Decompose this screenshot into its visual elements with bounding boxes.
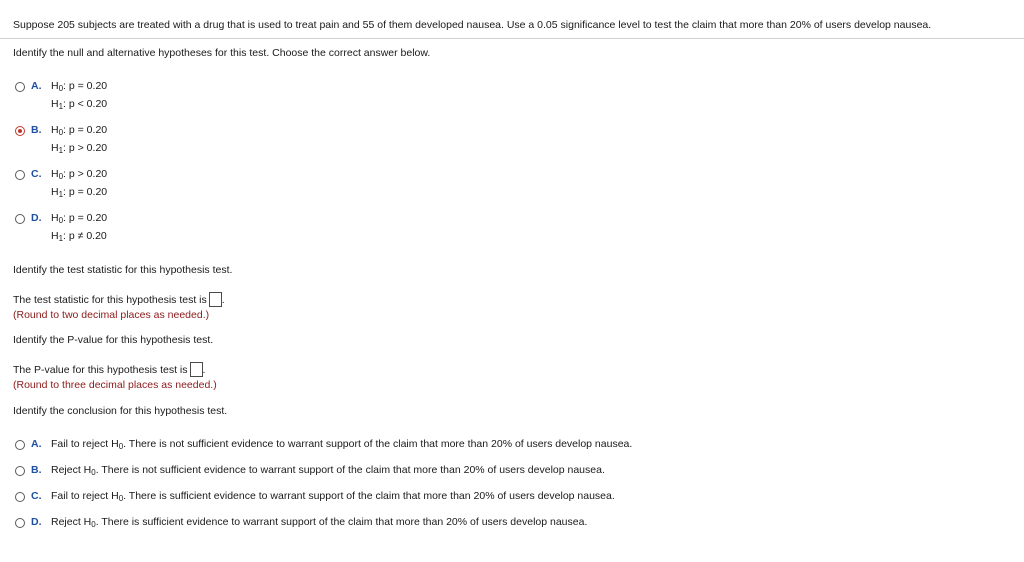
option-letter: D.: [31, 212, 42, 224]
rounding-hint-three: (Round to three decimal places as needed.): [13, 379, 217, 391]
conclusion-radio-c[interactable]: [15, 492, 25, 502]
radio-d[interactable]: [15, 214, 25, 224]
null-hypothesis: $H_0$: p = 0.20: [51, 124, 108, 137]
option-letter: A.: [31, 438, 42, 450]
radio-b-selected[interactable]: [15, 126, 25, 136]
p-value-row: The P-value for this hypothesis test is .: [13, 364, 206, 376]
question-p-value: Identify the P-value for this hypothesis test.: [13, 334, 214, 346]
test-statistic-label: The test statistic for this hypothesis test is: [13, 294, 207, 306]
conclusion-radio-d[interactable]: [15, 518, 25, 528]
p-value-label: The P-value for this hypothesis test is: [13, 364, 188, 376]
conclusion-text: Reject $H_0$. There is sufficient evidence to warrant support of the claim that more than 20% of users develop nausea.: [51, 516, 588, 529]
alt-hypothesis: $H_1$: p ≠ 0.20: [51, 230, 107, 243]
null-hypothesis: $H_0$: p > 0.20: [51, 168, 108, 181]
rounding-hint-two: (Round to two decimal places as needed.): [13, 309, 210, 321]
problem-statement: Suppose 205 subjects are treated with a drug that is used to treat pain and 55 of them developed nausea. Use a 0.05 significance level to test the claim that more than 20% of users develop nausea.: [13, 19, 932, 31]
conclusion-text: Fail to reject $H_0$. There is not sufficient evidence to warrant support of the claim that more than 20% of users develop nausea.: [51, 438, 633, 451]
null-hypothesis: $H_0$: p = 0.20: [51, 212, 108, 225]
radio-c[interactable]: [15, 170, 25, 180]
test-statistic-row: The test statistic for this hypothesis test is .: [13, 294, 225, 306]
alt-hypothesis: $H_1$: p < 0.20: [51, 98, 108, 111]
question-hypotheses: Identify the null and alternative hypotheses for this test. Choose the correct answer below.: [13, 47, 431, 59]
conclusion-text: Reject $H_0$. There is not sufficient evidence to warrant support of the claim that more than 20% of users develop nausea.: [51, 464, 605, 477]
conclusion-radio-a[interactable]: [15, 440, 25, 450]
option-letter: B.: [31, 464, 42, 476]
question-conclusion: Identify the conclusion for this hypothesis test.: [13, 405, 228, 417]
conclusion-text: Fail to reject $H_0$. There is sufficient evidence to warrant support of the claim that more than 20% of users develop nausea.: [51, 490, 615, 503]
option-letter: B.: [31, 124, 42, 136]
p-value-input[interactable]: [190, 362, 203, 377]
option-letter: D.: [31, 516, 42, 528]
conclusion-radio-b[interactable]: [15, 466, 25, 476]
test-statistic-input[interactable]: [209, 292, 222, 307]
divider: [0, 38, 1024, 39]
alt-hypothesis: $H_1$: p = 0.20: [51, 186, 108, 199]
question-test-statistic: Identify the test statistic for this hypothesis test.: [13, 264, 233, 276]
option-letter: C.: [31, 490, 42, 502]
alt-hypothesis: $H_1$: p > 0.20: [51, 142, 108, 155]
option-letter: C.: [31, 168, 42, 180]
null-hypothesis: $H_0$: p = 0.20: [51, 80, 108, 93]
option-letter: A.: [31, 80, 42, 92]
radio-a[interactable]: [15, 82, 25, 92]
